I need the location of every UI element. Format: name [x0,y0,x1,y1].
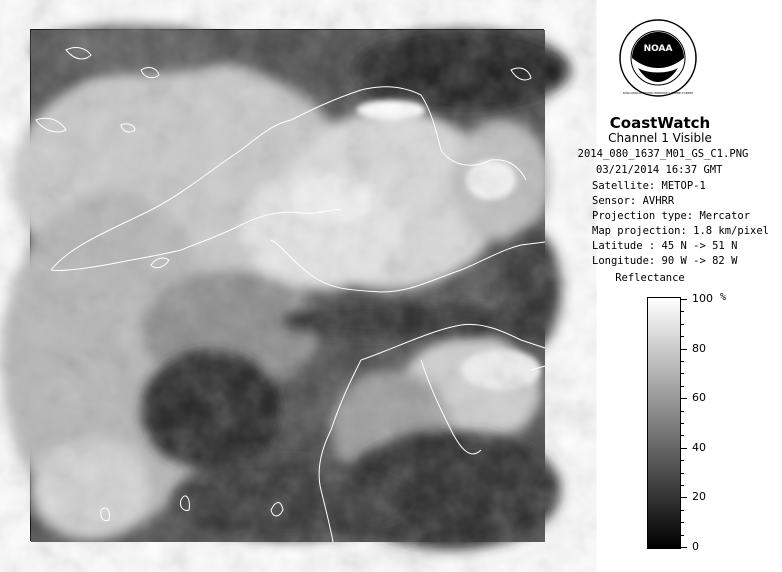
scale-minor-tick [681,361,684,362]
scale-minor-tick [681,510,684,511]
map-projection: Map projection: 1.8 km/pixel [592,225,770,237]
scale-tick-label: 100 [692,292,713,305]
channel-subtitle: Channel 1 Visible [608,131,712,145]
projection-type: Projection type: Mercator [592,210,751,222]
scale-minor-tick [681,336,684,337]
scale-title: Reflectance [615,272,685,284]
scale-tick-label: 0 [692,540,699,553]
scale-tick-label: 40 [692,440,706,454]
scale-minor-tick [681,535,684,536]
scale-minor-tick [681,473,684,474]
scale-tick [681,299,687,300]
latitude-range: Latitude : 45 N -> 51 N [592,240,738,252]
scale-unit: % [720,292,727,303]
datetime: 03/21/2014 16:37 GMT [596,164,723,176]
scale-minor-tick [681,386,684,387]
scale-tick-label: 60 [692,391,706,405]
scale-minor-tick [681,411,684,412]
scale-tick-label: 80 [692,341,706,355]
filename: 2014_080_1637_M01_GS_C1.PNG [577,148,749,160]
scale-tick-label: 20 [692,490,706,504]
longitude-range: Longitude: 90 W -> 82 W [592,255,738,267]
scale-minor-tick [681,373,684,374]
logo-agency-text: NOAA [643,44,673,54]
scale-tick [681,497,687,498]
logo-ring-text: NATIONAL OCEANIC AND ATMOSPHERIC ADMINISTRATION U.S. DEPARTMENT OF COMMERCE [623,91,694,95]
scale-minor-tick [681,522,684,523]
satellite-image [30,29,544,541]
reflectance-colorbar [647,297,681,549]
scale-tick [681,398,687,399]
scale-minor-tick [681,435,684,436]
scale-tick [681,547,687,548]
title: CoastWatch [609,114,711,132]
scale-minor-tick [681,423,684,424]
scale-tick [681,349,687,350]
scale-minor-tick [681,485,684,486]
noaa-logo [618,18,698,98]
scale-minor-tick [681,311,684,312]
sensor-info: Sensor: AVHRR [592,195,675,207]
scale-minor-tick [681,324,684,325]
scale-minor-tick [681,460,684,461]
satellite-info: Satellite: METOP-1 [592,180,706,192]
scale-tick [681,448,687,449]
